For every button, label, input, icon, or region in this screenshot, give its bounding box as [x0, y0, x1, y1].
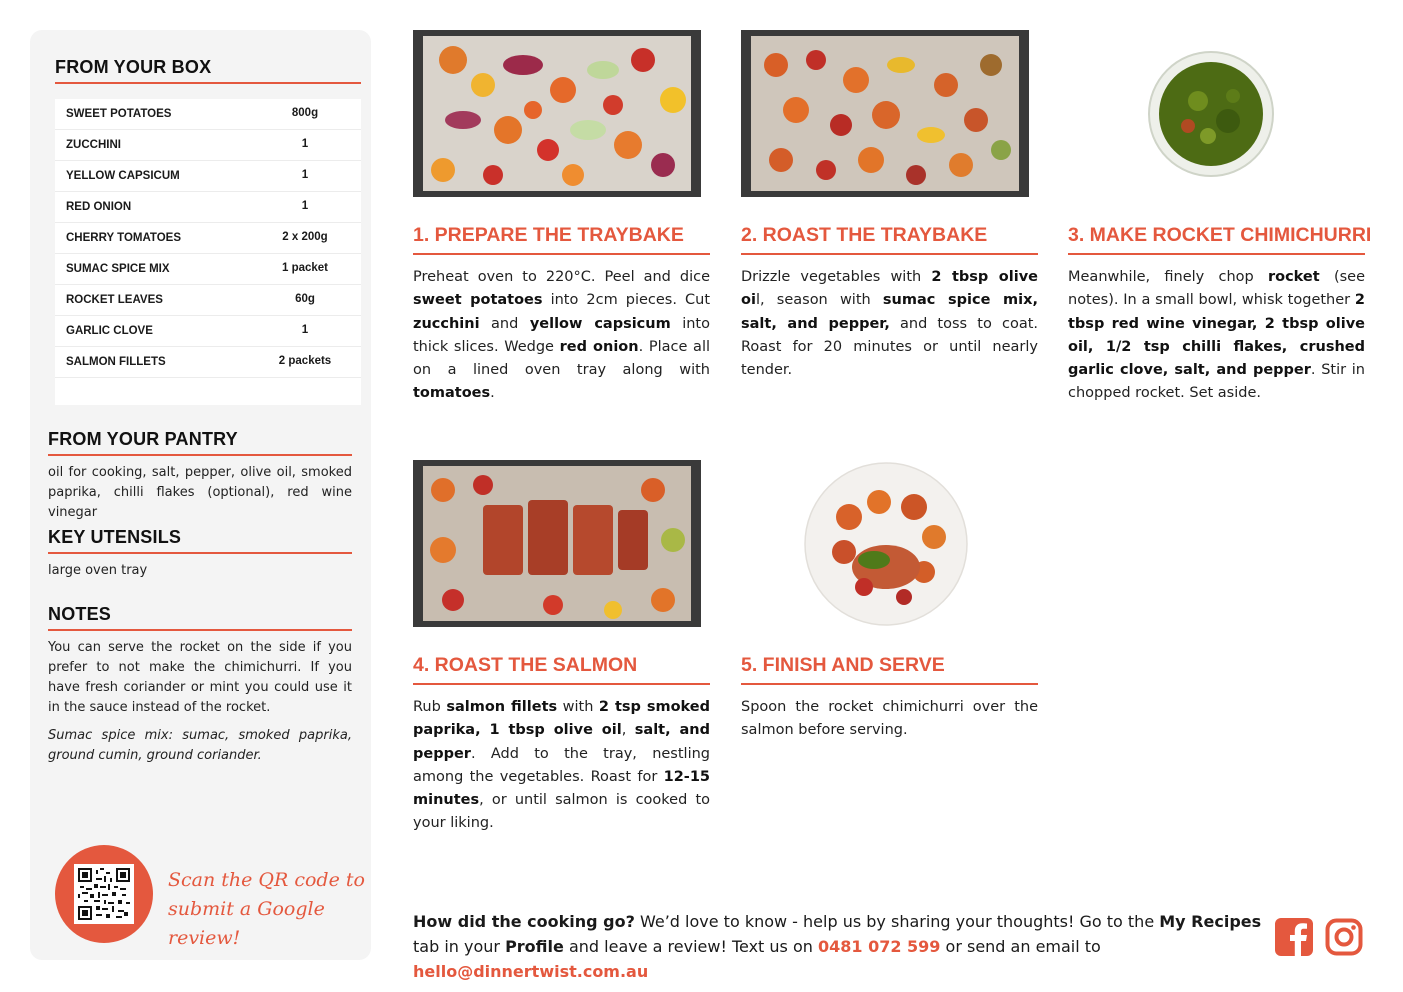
step-body-text: . Place all on a lined oven tray along with	[413, 338, 710, 379]
step-3-body	[1068, 266, 1365, 406]
footer-text: and leave a review! Text us on	[563, 937, 818, 956]
ingredient-name: ZUCCHINI	[66, 139, 121, 151]
step-body-text: .	[490, 385, 495, 402]
ingredient-row	[55, 130, 361, 161]
step-body-bold: sumac spice mix, salt, and pepper,	[741, 292, 1038, 332]
ingredient-name: CHERRY TOMATOES	[66, 232, 182, 244]
ingredient-name: SWEET POTATOES	[66, 108, 172, 120]
step-body-text: l, season with	[755, 292, 883, 309]
pantry-rule	[48, 454, 352, 456]
step-body-bold: zucchini	[413, 315, 480, 332]
notes-spice-mix: Sumac spice mix: sumac, smoked paprika, ground cumin, ground coriander.	[48, 728, 352, 763]
ingredient-name: YELLOW CAPSICUM	[66, 170, 180, 182]
facebook-icon[interactable]	[1275, 918, 1313, 956]
step-body-bold: tomatoes	[413, 385, 491, 402]
step-1-body	[413, 266, 710, 406]
step-body-text: Preheat oven to 220°C. Peel and dice	[413, 269, 710, 285]
ingredient-name: RED ONION	[66, 201, 132, 213]
traybake-oil-photo	[741, 30, 1029, 197]
ingredient-qty: 1	[301, 200, 309, 212]
footer-text: or send an email to	[940, 937, 1101, 956]
ingredient-row	[55, 347, 361, 378]
step-body-bold: 2 tsp smoked paprika, 1 tbsp olive oil	[413, 699, 711, 739]
qr-code-icon[interactable]	[74, 864, 134, 924]
step-2-body	[741, 266, 1038, 382]
step-2-title: 2. ROAST THE TRAYBAKE	[741, 224, 988, 246]
footer-text: We’d love to know - help us by sharing your thoughts! Go to the	[634, 912, 1160, 931]
email-link[interactable]: hello@dinnertwist.com.au	[413, 962, 649, 981]
ingredient-row	[55, 316, 361, 347]
ingredient-qty: 1	[301, 324, 309, 336]
step-body-bold: 2 tbsp olive oi	[741, 269, 1038, 309]
ingredient-name: ROCKET LEAVES	[66, 294, 163, 306]
step-body-text: with	[557, 699, 599, 715]
step-body-text: into 2cm pieces. Cut	[542, 292, 711, 309]
ingredient-row	[55, 285, 361, 316]
plated-dish-photo	[804, 462, 968, 626]
salmon-tray-photo	[413, 460, 701, 627]
pantry-text: oil for cooking, salt, pepper, olive oil, smoked paprika, chilli flakes (optional), red wine vinegar	[48, 465, 352, 520]
utensils-text: large oven tray	[48, 563, 148, 578]
traybake-raw-photo	[413, 30, 701, 197]
ingredient-row	[55, 161, 361, 192]
ingredient-name: GARLIC CLOVE	[66, 325, 153, 337]
ingredient-qty: 2 packets	[278, 355, 332, 367]
step-3-title: 3. MAKE ROCKET CHIMICHURRI	[1068, 224, 1372, 246]
feedback-footer	[413, 909, 1263, 984]
step-1-rule	[413, 253, 710, 255]
instagram-icon[interactable]	[1325, 918, 1363, 956]
phone-link[interactable]: 0481 072 599	[817, 937, 941, 956]
step-1-title: 1. PREPARE THE TRAYBAKE	[413, 224, 684, 246]
notes-rule	[48, 629, 352, 631]
step-body-bold: rocket	[1267, 269, 1320, 285]
step-body-bold: yellow capsicum	[529, 315, 671, 332]
notes-title: NOTES	[48, 604, 112, 624]
utensils-title: KEY UTENSILS	[48, 527, 182, 547]
ingredient-qty: 1 packet	[281, 262, 329, 274]
ingredient-name: SUMAC SPICE MIX	[66, 263, 170, 275]
step-body-bold: salt, and pepper	[413, 722, 710, 762]
utensils-rule	[48, 552, 352, 554]
step-body-text: (see notes). In a small bowl, whisk together	[1068, 269, 1365, 309]
ingredient-qty: 800g	[291, 107, 319, 119]
step-body-text: Rub	[413, 699, 447, 715]
step-4-title: 4. ROAST THE SALMON	[413, 654, 638, 676]
chimichurri-bowl-photo	[1148, 51, 1274, 177]
step-4-rule	[413, 683, 710, 685]
step-body-text: ,	[621, 722, 635, 739]
step-body-text: . Stir in chopped rocket. Set aside.	[1068, 362, 1365, 402]
ingredient-qty: 60g	[295, 293, 315, 305]
ingredient-name: SALMON FILLETS	[66, 356, 166, 368]
ingredient-qty: 1	[301, 169, 309, 181]
step-body-bold: salmon fillets	[446, 699, 558, 715]
qr-caption	[168, 866, 368, 953]
step-body-bold: red onion	[559, 338, 639, 355]
step-2-rule	[741, 253, 1038, 255]
from-box-rule	[55, 82, 361, 84]
pantry-title: FROM YOUR PANTRY	[48, 429, 238, 449]
qr-badge[interactable]	[55, 845, 153, 943]
step-body-text: and	[479, 315, 530, 332]
footer-text: tab in your	[413, 937, 506, 956]
ingredient-row	[55, 223, 361, 254]
qr-caption-line-2: submit a Google review!	[168, 898, 325, 949]
step-body-text: . Add to the tray, nestling among the vegetables. Roast for	[413, 745, 710, 785]
step-3-rule	[1068, 253, 1365, 255]
step-body-text: Meanwhile, finely chop	[1068, 269, 1268, 285]
step-body-bold: 2 tbsp red wine vinegar, 2 tbsp olive oil, 1/2 tsp chilli flakes, crushed garlic clove, salt, and pepper	[1068, 292, 1365, 379]
footer-bold: My Recipes	[1159, 912, 1262, 931]
step-5-title: 5. FINISH AND SERVE	[741, 654, 945, 676]
notes-text: You can serve the rocket on the side if you prefer to not make the chimichurri. If you have fresh coriander or mint you could use it in the sauce instead of the rocket.	[48, 640, 352, 715]
step-5-rule	[741, 683, 1038, 685]
ingredient-row	[55, 254, 361, 285]
step-body-bold: 12-15 minutes	[413, 768, 710, 809]
ingredient-row	[55, 99, 361, 130]
from-box-title: FROM YOUR BOX	[55, 57, 212, 77]
step-4-body	[413, 696, 710, 836]
step-body-text: , or until salmon is cooked to your liking.	[413, 792, 710, 832]
step-5-body	[741, 696, 1038, 743]
ingredient-qty: 1	[301, 138, 309, 150]
step-body-text: and toss to coat. Roast for 20 minutes or until nearly tender.	[741, 315, 1038, 379]
step-body-text: Spoon the rocket chimichurri over the salmon before serving.	[741, 699, 1038, 739]
ingredient-table	[55, 99, 361, 405]
step-body-bold: sweet potatoes	[413, 292, 543, 309]
step-body-text: into thick slices. Wedge	[413, 315, 710, 355]
step-body-text: Drizzle vegetables with	[741, 269, 932, 285]
qr-caption-line-1: Scan the QR code to	[168, 869, 365, 891]
ingredient-qty: 2 x 200g	[282, 231, 328, 243]
ingredient-row	[55, 192, 361, 223]
footer-bold: Profile	[505, 937, 564, 956]
footer-bold: How did the cooking go?	[413, 912, 635, 931]
